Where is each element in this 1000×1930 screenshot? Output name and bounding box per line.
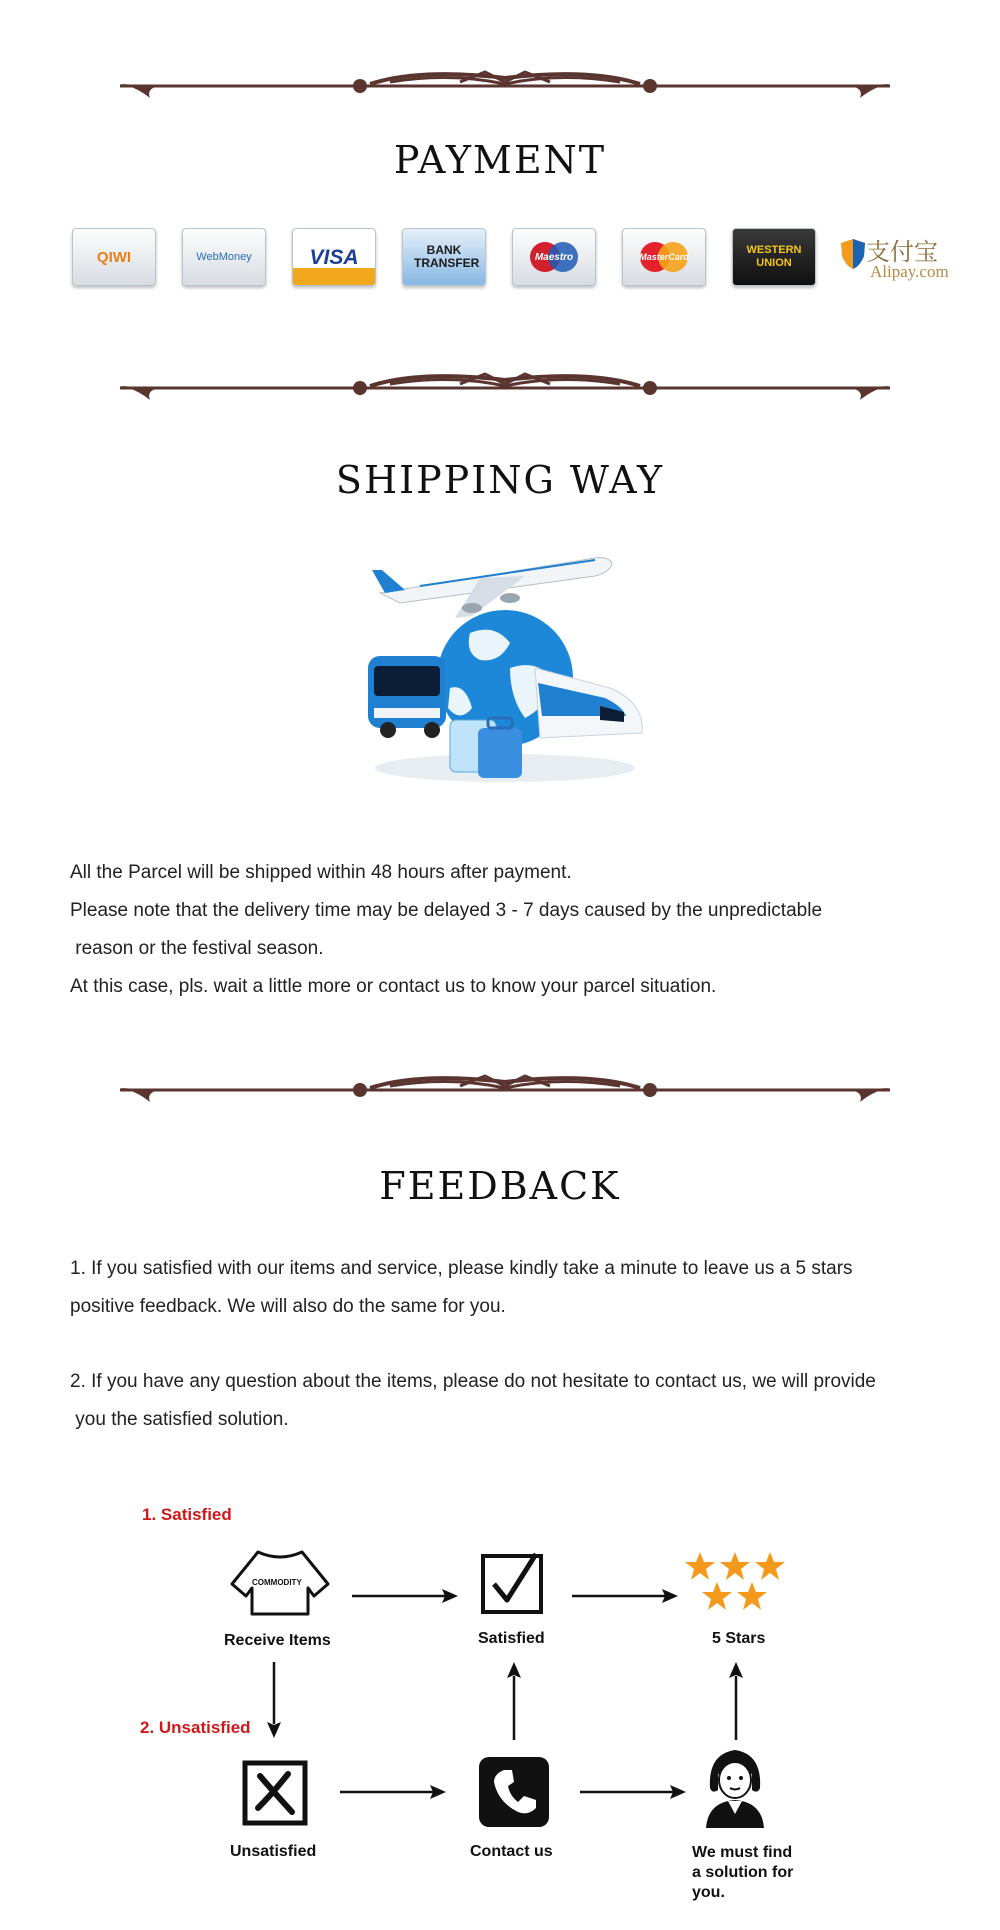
luggage-icon [450, 718, 522, 778]
bus-icon [368, 656, 446, 738]
shipping-line: All the Parcel will be shipped within 48 hours after payment. [70, 862, 572, 883]
feedback-paragraph-1: 1. If you satisfied with our items and service, please kindly take a minute to leave us a 5 stars positive feedback. We will also do the same for you. [70, 1258, 853, 1317]
shipping-illustration [360, 548, 650, 788]
ornament-divider [120, 1072, 890, 1112]
unsatisfied-heading: 2. Unsatisfied [140, 1718, 251, 1737]
support-agent-icon [702, 1744, 768, 1828]
mastercard-logo: MasterCard [622, 228, 706, 286]
unsatisfied-label: Unsatisfied [230, 1843, 317, 1860]
arrow-right-icon [570, 1586, 680, 1606]
shipping-line: At this case, pls. wait a little more or contact us to know your parcel situation. [70, 976, 717, 997]
satisfied-label: Satisfied [478, 1630, 545, 1647]
arrow-right-icon [578, 1782, 688, 1802]
shipping-line: Please note that the delivery time may be delayed 3 - 7 days caused by the unpredictable [70, 900, 823, 921]
arrow-down-icon [264, 1660, 284, 1740]
bank-transfer-logo: BANK TRANSFER [402, 228, 486, 286]
satisfied-heading: 1. Satisfied [142, 1505, 232, 1524]
ornament-divider [120, 370, 890, 410]
receive-items-label: Receive Items [224, 1632, 331, 1649]
shipping-title: SHIPPING WAY [335, 458, 665, 502]
five-stars-icon [684, 1550, 788, 1612]
airplane-icon [372, 558, 612, 618]
alipay-logo: 支付宝 Alipay.com [840, 230, 952, 286]
solution-label: We must find a solution for you. [692, 1844, 794, 1901]
checkbox-icon [480, 1550, 546, 1616]
maestro-logo: Maestro [512, 228, 596, 286]
five-stars-label: 5 Stars [712, 1630, 766, 1647]
train-icon [535, 668, 642, 738]
visa-logo: VISA [292, 228, 376, 286]
feedback-paragraph-2: 2. If you have any question about the items, please do not hesitate to contact us, we will provide you the satisfied solution. [70, 1371, 876, 1430]
shield-icon [840, 238, 866, 270]
commodity-label: COMMODITY [252, 1578, 302, 1587]
arrow-right-icon [338, 1782, 448, 1802]
shipping-line: reason or the festival season. [70, 938, 324, 959]
western-union-logo: WESTERN UNION [732, 228, 816, 286]
payment-methods [72, 228, 952, 290]
payment-title: PAYMENT [393, 138, 607, 182]
feedback-title: FEEDBACK [379, 1164, 621, 1208]
arrow-up-icon [726, 1660, 746, 1742]
qiwi-logo: QIWI [72, 228, 156, 286]
contact-us-label: Contact us [470, 1843, 553, 1860]
phone-icon [478, 1756, 550, 1828]
arrow-right-icon [350, 1586, 460, 1606]
cross-box-icon [242, 1760, 308, 1828]
webmoney-logo: WebMoney [182, 228, 266, 286]
arrow-up-icon [504, 1660, 524, 1742]
ornament-divider [120, 68, 890, 108]
shipping-notes [70, 854, 970, 1006]
